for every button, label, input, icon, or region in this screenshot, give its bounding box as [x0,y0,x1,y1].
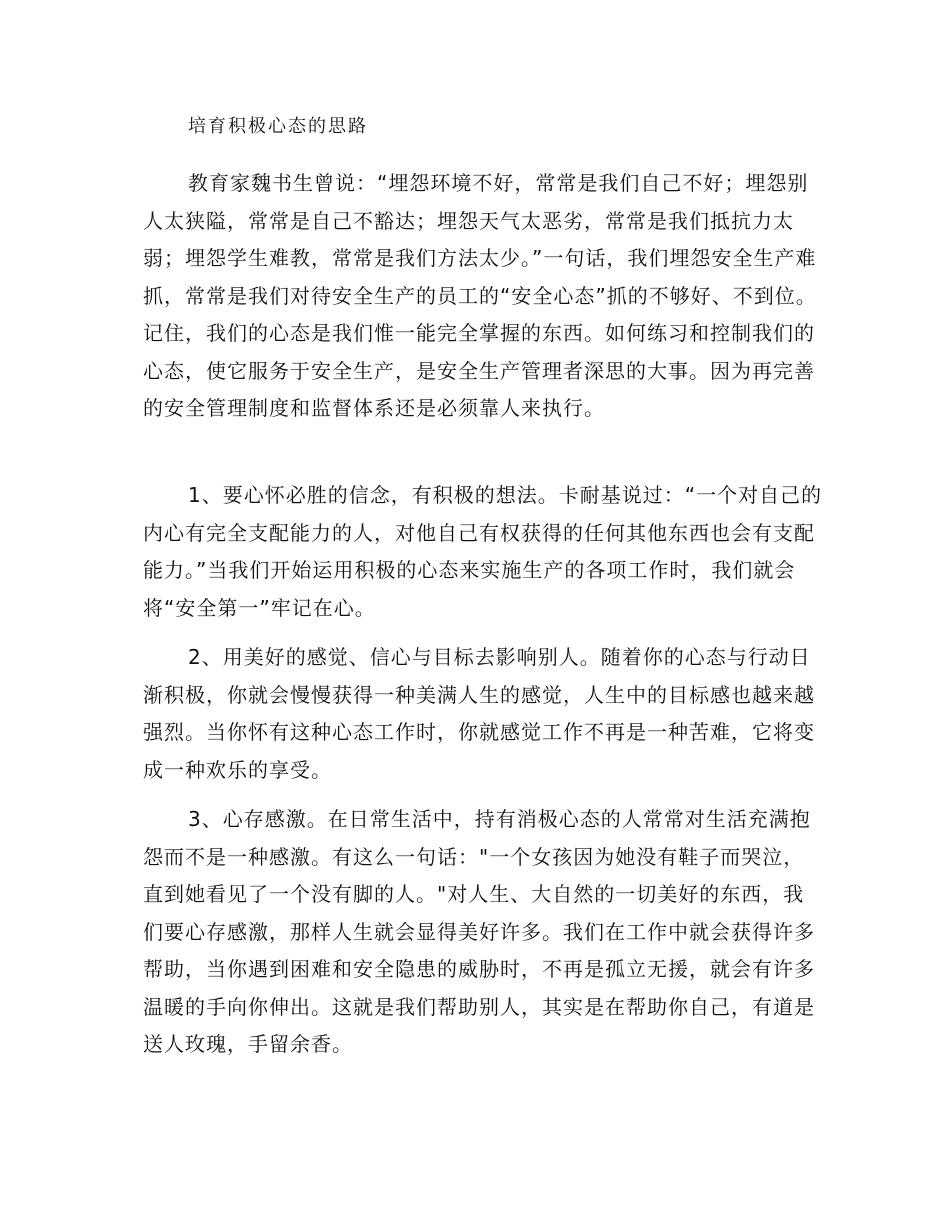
paragraph-intro: 教育家魏书生曾说：“埋怨环境不好，常常是我们自己不好；埋怨别人太狭隘，常常是自己不豁达；埋怨天气太恶劣，常常是我们抵抗力太弱；埋怨学生难教，常常是我们方法太少。”一句话，我们埋怨安全生产难抓，常常是我们对待安全生产的员工的“安全心态”抓的不够好、不到位。记住，我们的心态是我们惟一能完全掌握的东西。如何练习和控制我们的心态，使它服务于安全生产，是安全生产管理者深思的大事。因为再完善的安全管理制度和监督体系还是必须靠人来执行。 [143,171,817,420]
paragraph-point-3: 3、心存感激。在日常生活中，持有消极心态的人常常对生活充满抱怨而不是一种感激。有这么一句话："一个女孩因为她没有鞋子而哭泣，直到她看见了一个没有脚的人。"对人生、大自然的一切美好的东西，我们要心存感激，那样人生就会显得美好许多。我们在工作中就会获得许多帮助，当你遇到困难和安全隐患的威胁时，不再是孤立无援，就会有许多温暖的手向你伸出。这就是我们帮助别人，其实是在帮助你自己，有道是送人玫瑰，手留余香。 [143,807,815,1056]
paragraph-point-2: 2、用美好的感觉、信心与目标去影响别人。随着你的心态与行动日渐积极，你就会慢慢获得一种美满人生的感觉，人生中的目标感也越来越强烈。当你怀有这种心态工作时，你就感觉工作不再是一种苦难，它将变成一种欢乐的享受。 [143,645,815,782]
paragraph-point-1: 1、要心怀必胜的信念，有积极的想法。卡耐基说过：“一个对自己的内心有完全支配能力的人，对他自己有权获得的任何其他东西也会有支配能力。”当我们开始运用积极的心态来实施生产的各项工作时，我们就会将“安全第一”牢记在心。 [143,483,823,620]
document-title: 培育积极心态的思路 [188,116,368,137]
